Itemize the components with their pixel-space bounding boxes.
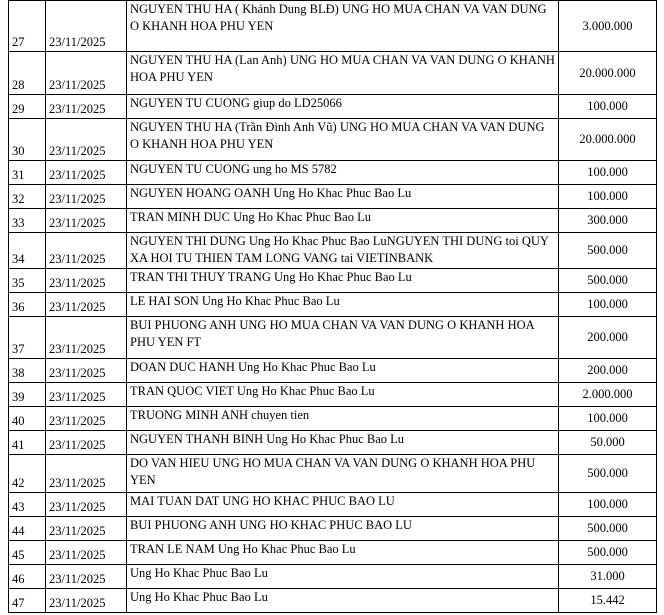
table-row — [9, 185, 657, 209]
row-number: 45 — [9, 541, 46, 565]
row-description: NGUYEN THU HA (Lan Anh) UNG HO MUA CHAN VA VAN DUNG O KHANH HOA PHU YEN — [127, 52, 559, 95]
row-date: 23/11/2025 — [46, 185, 127, 209]
row-description: NGUYEN THU HA (Trần Đình Anh Vũ) UNG HO MUA CHAN VA VAN DUNG O KHANH HOA PHU YEN — [127, 119, 559, 161]
row-date: 23/11/2025 — [46, 359, 127, 383]
row-amount: 2.000.000 — [559, 383, 657, 407]
row-number: 29 — [9, 95, 46, 119]
row-amount: 20.000.000 — [559, 52, 657, 95]
row-description: TRAN QUOC VIET Ung Ho Khac Phuc Bao Lu — [127, 383, 559, 407]
row-amount: 500.000 — [559, 541, 657, 565]
row-number: 30 — [9, 119, 46, 161]
row-date: 23/11/2025 — [46, 119, 127, 161]
row-date: 23/11/2025 — [46, 455, 127, 493]
row-description: TRAN THI THUY TRANG Ung Ho Khac Phuc Bao Lu — [127, 269, 559, 293]
row-date: 23/11/2025 — [46, 95, 127, 119]
table-row — [9, 269, 657, 293]
row-date: 23/11/2025 — [46, 269, 127, 293]
row-amount: 100.000 — [559, 185, 657, 209]
row-number: 43 — [9, 493, 46, 517]
table-row — [9, 407, 657, 431]
row-amount: 100.000 — [559, 95, 657, 119]
row-number: 42 — [9, 455, 46, 493]
row-amount: 200.000 — [559, 359, 657, 383]
row-date: 23/11/2025 — [46, 293, 127, 317]
row-number: 33 — [9, 209, 46, 233]
row-number: 47 — [9, 589, 46, 613]
table-row — [9, 565, 657, 589]
row-number: 32 — [9, 185, 46, 209]
row-number: 37 — [9, 317, 46, 359]
ledger-body — [9, 1, 657, 613]
table-row — [9, 359, 657, 383]
row-amount: 500.000 — [559, 233, 657, 269]
table-row — [9, 455, 657, 493]
row-amount: 100.000 — [559, 493, 657, 517]
table-row — [9, 541, 657, 565]
row-description: NGUYEN THU HA ( Khánh Dung BLĐ) UNG HO MUA CHAN VA VAN DUNG O KHANH HOA PHU YEN — [127, 1, 559, 52]
table-row — [9, 493, 657, 517]
row-amount: 500.000 — [559, 517, 657, 541]
row-description: DOAN DUC HANH Ung Ho Khac Phuc Bao Lu — [127, 359, 559, 383]
row-description: BUI PHUONG ANH UNG HO MUA CHAN VA VAN DUNG O KHANH HOA PHU YEN FT — [127, 317, 559, 359]
row-amount: 500.000 — [559, 455, 657, 493]
row-date: 23/11/2025 — [46, 517, 127, 541]
row-description: NGUYEN THI DUNG Ung Ho Khac Phuc Bao LuNGUYEN THI DUNG toi QUY XA HOI TU THIEN TAM LONG VANG tai VIETINBANK — [127, 233, 559, 269]
table-row — [9, 589, 657, 613]
row-number: 31 — [9, 161, 46, 185]
row-date: 23/11/2025 — [46, 233, 127, 269]
row-amount: 31.000 — [559, 565, 657, 589]
row-date: 23/11/2025 — [46, 317, 127, 359]
table-row — [9, 209, 657, 233]
row-description: TRAN MINH DUC Ung Ho Khac Phuc Bao Lu — [127, 209, 559, 233]
row-date: 23/11/2025 — [46, 1, 127, 52]
row-date: 23/11/2025 — [46, 407, 127, 431]
row-description: NGUYEN HOANG OANH Ung Ho Khac Phuc Bao Lu — [127, 185, 559, 209]
row-number: 46 — [9, 565, 46, 589]
row-amount: 20.000.000 — [559, 119, 657, 161]
row-amount: 15.442 — [559, 589, 657, 613]
table-row — [9, 293, 657, 317]
row-description: NGUYEN TU CUONG giup do LD25066 — [127, 95, 559, 119]
table-row — [9, 383, 657, 407]
row-date: 23/11/2025 — [46, 209, 127, 233]
row-amount: 300.000 — [559, 209, 657, 233]
row-date: 23/11/2025 — [46, 161, 127, 185]
table-row — [9, 52, 657, 95]
table-row — [9, 317, 657, 359]
row-date: 23/11/2025 — [46, 52, 127, 95]
row-date: 23/11/2025 — [46, 431, 127, 455]
table-row — [9, 1, 657, 52]
row-description: TRUONG MINH ANH chuyen tien — [127, 407, 559, 431]
row-number: 44 — [9, 517, 46, 541]
row-amount: 100.000 — [559, 293, 657, 317]
row-number: 39 — [9, 383, 46, 407]
row-description: TRAN LE NAM Ung Ho Khac Phuc Bao Lu — [127, 541, 559, 565]
table-row — [9, 431, 657, 455]
row-number: 40 — [9, 407, 46, 431]
table-row — [9, 517, 657, 541]
row-amount: 3.000.000 — [559, 1, 657, 52]
row-date: 23/11/2025 — [46, 383, 127, 407]
table-row — [9, 233, 657, 269]
row-date: 23/11/2025 — [46, 565, 127, 589]
row-number: 28 — [9, 52, 46, 95]
row-description: LE HAI SON Ung Ho Khac Phuc Bao Lu — [127, 293, 559, 317]
row-amount: 50.000 — [559, 431, 657, 455]
row-description: Ung Ho Khac Phuc Bao Lu — [127, 589, 559, 613]
row-number: 41 — [9, 431, 46, 455]
table-row — [9, 161, 657, 185]
row-number: 35 — [9, 269, 46, 293]
row-number: 34 — [9, 233, 46, 269]
row-number: 27 — [9, 1, 46, 52]
row-amount: 100.000 — [559, 161, 657, 185]
row-description: NGUYEN THANH BINH Ung Ho Khac Phuc Bao Lu — [127, 431, 559, 455]
row-description: DO VAN HIEU UNG HO MUA CHAN VA VAN DUNG O KHANH HOA PHU YEN — [127, 455, 559, 493]
row-description: MAI TUAN DAT UNG HO KHAC PHUC BAO LU — [127, 493, 559, 517]
row-number: 36 — [9, 293, 46, 317]
row-amount: 500.000 — [559, 269, 657, 293]
table-row — [9, 119, 657, 161]
row-amount: 200.000 — [559, 317, 657, 359]
row-date: 23/11/2025 — [46, 589, 127, 613]
row-date: 23/11/2025 — [46, 493, 127, 517]
table-row — [9, 95, 657, 119]
row-date: 23/11/2025 — [46, 541, 127, 565]
row-amount: 100.000 — [559, 407, 657, 431]
row-description: BUI PHUONG ANH UNG HO KHAC PHUC BAO LU — [127, 517, 559, 541]
donation-ledger-table — [8, 0, 657, 613]
row-description: NGUYEN TU CUONG ung ho MS 5782 — [127, 161, 559, 185]
row-number: 38 — [9, 359, 46, 383]
row-description: Ung Ho Khac Phuc Bao Lu — [127, 565, 559, 589]
